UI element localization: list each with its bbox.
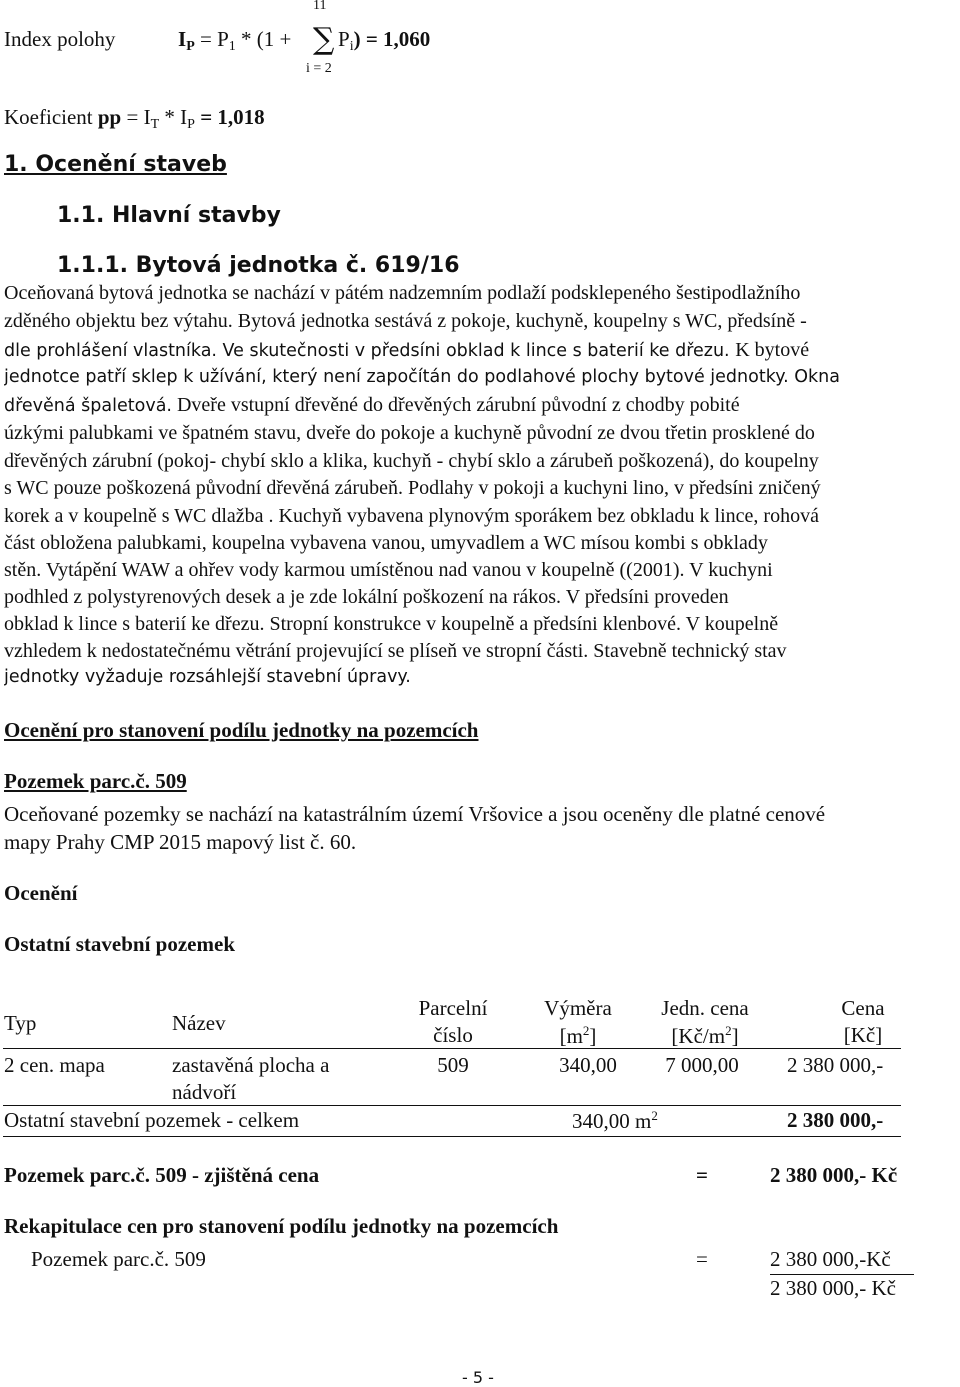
table-bottom-rule bbox=[3, 1136, 901, 1137]
rekapitulace-title: Rekapitulace cen pro stanovení podílu jednotky na pozemcích bbox=[4, 1214, 559, 1238]
paragraph-line: zděného objektu bez výtahu. Bytová jednotka sestává z pokoje, kuchyně, koupelny s WC, předsíně - bbox=[4, 310, 807, 332]
col-header-cena: Cena [Kč] bbox=[841, 996, 885, 1047]
zjistena-cena-value: 2 380 000,- Kč bbox=[770, 1163, 898, 1187]
parcel-title: Pozemek parc.č. 509 bbox=[4, 769, 187, 793]
rekapitulace-total: 2 380 000,- Kč bbox=[770, 1276, 896, 1300]
col-header-typ: Typ bbox=[4, 1011, 37, 1035]
total-cena: 2 380 000,- bbox=[787, 1108, 884, 1132]
cell-vymera: 340,00 bbox=[559, 1053, 617, 1077]
ostatni-stavebni-pozemek-heading: Ostatní stavební pozemek bbox=[4, 932, 235, 956]
cell-parcelni: 509 bbox=[437, 1053, 469, 1077]
paragraph-line: podhled z polystyrenových desek a je zde lokální poškození na rákos. V předsíni proveden bbox=[4, 586, 729, 608]
section-title-pozemky: Ocenění pro stanovení podílu jednotky na pozemcích bbox=[4, 718, 479, 742]
koeficient-pp: Koeficient pp = IT * IP = 1,018 bbox=[4, 105, 265, 132]
paragraph-line: vzhledem k nedostatečnému větrání projevující se plíseň ve stropní části. Stavebně technický stav bbox=[4, 640, 787, 662]
cell-cena: 2 380 000,- bbox=[787, 1053, 884, 1077]
paragraph-line: korek a v koupelně s WC dlažba . Kuchyň vybavena plynovým sporákem bez obkladu k lince, rohová bbox=[4, 505, 819, 527]
col-header-jedn-cena: Jedn. cena $[Kč/m^2]$ bbox=[661, 996, 749, 1048]
paragraph-line: dle prohlášení vlastníka. Ve skutečnosti v předsíni obklad k lince s baterií ke dřezu. K bytové bbox=[4, 339, 810, 361]
index-polohy-label: Index polohy bbox=[4, 27, 116, 51]
paragraph-line: Oceňovaná bytová jednotka se nachází v pátém nadzemním podlaží podsklepeného šestipodlažního bbox=[4, 282, 801, 304]
paragraph-line: dřevěná špaletová. Dveře vstupní dřevěné do dřevěných zárubní původní z chodby pobité bbox=[4, 394, 740, 416]
table-header-rule bbox=[3, 1048, 901, 1049]
cell-typ: 2 cen. mapa bbox=[4, 1053, 105, 1077]
heading-bytova-jednotka: 1.1.1. Bytová jednotka č. 619/16 bbox=[57, 253, 460, 278]
paragraph-line: část obložena palubkami, koupelna vybavena vanou, umyvadlem a WC mísou kombi s obklady bbox=[4, 532, 768, 554]
rekapitulace-sum-rule bbox=[770, 1274, 914, 1275]
paragraph-line: dřevěných zárubní (pokoj- chybí sklo a klika, kuchyň - chybí sklo a zárubeň poškozená), do koupelny bbox=[4, 450, 819, 472]
total-area: 340,00 $m^2$ bbox=[572, 1108, 658, 1133]
paragraph-line: jednotky vyžaduje rozsáhlejší stavební úpravy. bbox=[4, 667, 411, 687]
oceneni-heading: Ocenění bbox=[4, 881, 78, 905]
index-polohy-value: Pi) = 1,060 bbox=[338, 27, 431, 54]
rekapitulace-item: Pozemek parc.č. 509 bbox=[31, 1247, 206, 1271]
paragraph-line: s WC pouze poškozená původní dřevěná zárubeň. Podlahy v pokoji a kuchyni lino, v předsíni zničený bbox=[4, 477, 821, 499]
table-total-rule bbox=[3, 1105, 901, 1106]
parcel-description-line: mapy Prahy CMP 2015 mapový list č. 60. bbox=[4, 830, 357, 854]
zjistena-cena-label: Pozemek parc.č. 509 - zjištěná cena bbox=[4, 1163, 320, 1187]
parcel-description-line: Oceňované pozemky se nachází na katastrálním území Vršovice a jsou oceněny dle platné cenové bbox=[4, 802, 826, 826]
col-header-vymera: Výměra $[m^2]$ bbox=[544, 996, 612, 1048]
cell-nazev: zastavěná plocha a nádvoří bbox=[172, 1053, 330, 1104]
total-label: Ostatní stavební pozemek - celkem bbox=[4, 1108, 300, 1132]
sum-upper-limit: 11 bbox=[313, 0, 327, 13]
col-header-nazev: Název bbox=[172, 1011, 226, 1035]
paragraph-line: obklad k lince s baterií ke dřezu. Stropní konstrukce v koupelně a předsíni klenbové. V koupelně bbox=[4, 613, 779, 635]
paragraph-line: úzkými palubkami ve špatném stavu, dveře do pokoje a kuchyně původní ze dvou třetin prosklené do bbox=[4, 422, 815, 444]
paragraph-line: stěn. Vytápění WAW a ohřev vody karmou umístěnou nad vanou v koupelně ((2001). V kuchyni bbox=[4, 559, 773, 581]
sum-lower-limit: i = 2 bbox=[306, 61, 332, 76]
cell-jedn-cena: 7 000,00 bbox=[665, 1053, 739, 1077]
zjistena-cena-equals: = bbox=[696, 1163, 708, 1187]
index-polohy-formula: IP = P1 * (1 + bbox=[178, 27, 292, 54]
col-header-parcelni: Parcelní číslo bbox=[418, 996, 488, 1047]
paragraph-line: jednotce patří sklep k užívání, který není započítán do podlahové plochy bytové jednotky. Okna bbox=[4, 367, 840, 387]
rekapitulace-value: 2 380 000,-Kč bbox=[770, 1247, 891, 1271]
heading-hlavni-stavby: 1.1. Hlavní stavby bbox=[57, 203, 281, 228]
sigma-symbol: ∑ bbox=[313, 22, 335, 57]
rekapitulace-equals: = bbox=[696, 1247, 708, 1271]
heading-oceneni-staveb: 1. Ocenění staveb bbox=[4, 152, 227, 177]
page-number: - 5 - bbox=[462, 1368, 494, 1387]
